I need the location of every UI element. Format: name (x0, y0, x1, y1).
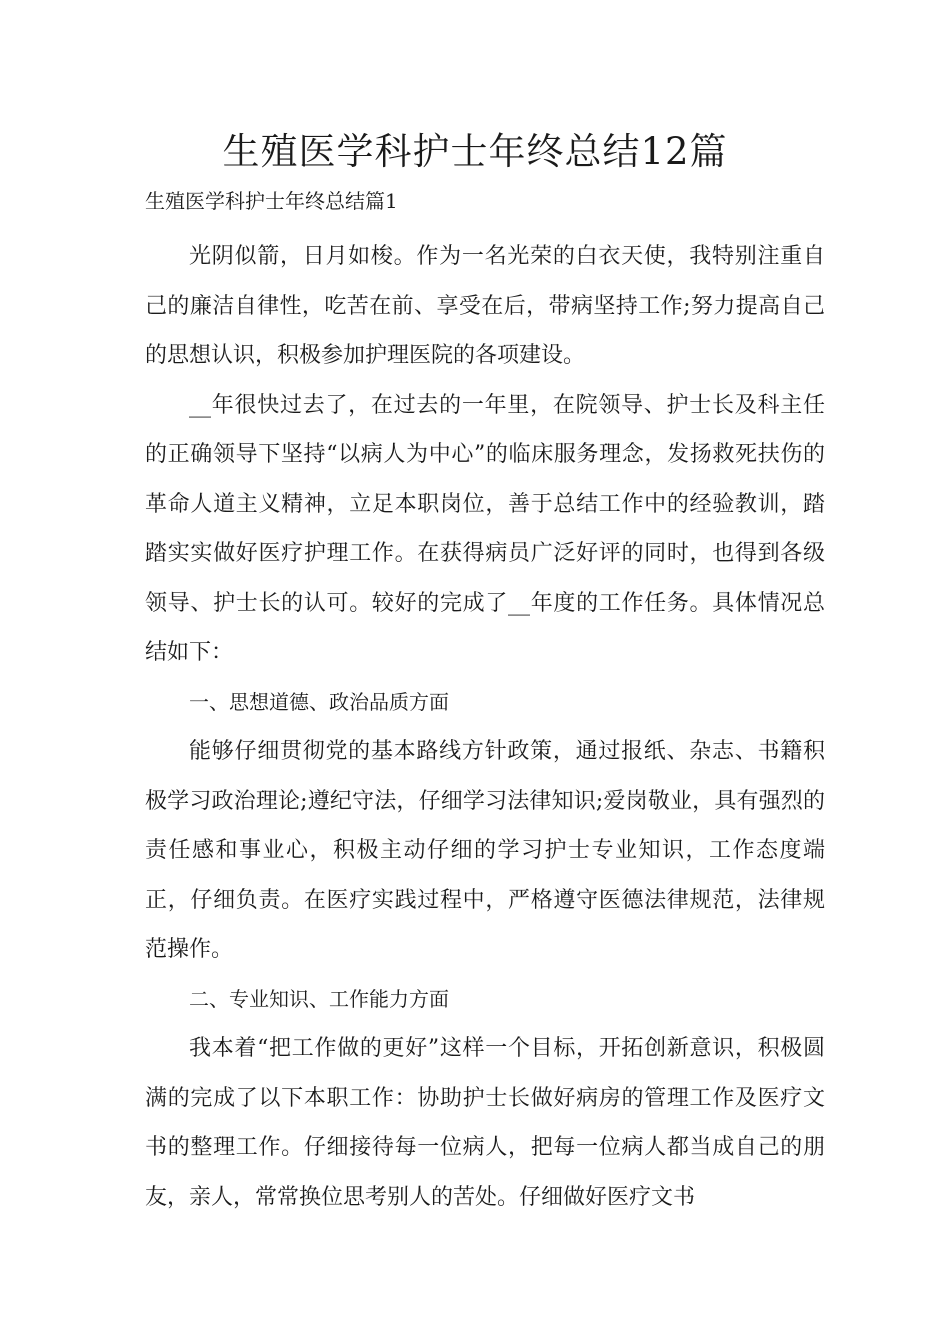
section-heading: 一、思想道德、政治品质方面 (189, 689, 449, 714)
paragraph: __年很快过去了，在过去的一年里，在院领导、护士长及科主任的正确领导下坚持“以病人为中心”的临床服务理念，发扬救死扶伤的革命人道主义精神，立足本职岗位，善于总结工作中的经验教训，踏踏实实做好医疗护理工作。在获得病员广泛好评的同时，也得到各级领导、护士长的认可。较好的完成了__年度的工作任务。具体情况总结如下： (145, 392, 825, 665)
document-subtitle: 生殖医学科护士年终总结篇1 (145, 189, 398, 213)
section-heading: 二、专业知识、工作能力方面 (189, 986, 449, 1011)
paragraph: 能够仔细贯彻党的基本路线方针政策，通过报纸、杂志、书籍积极学习政治理论;遵纪守法，仔细学习法律知识;爱岗敬业，具有强烈的责任感和事业心，积极主动仔细的学习护士专业知识，工作态度端正，仔细负责。在医疗实践过程中，严格遵守医德法律规范，法律规范操作。 (145, 739, 825, 962)
paragraph: 我本着“把工作做的更好”这样一个目标，开拓创新意识，积极圆满的完成了以下本职工作：协助护士长做好病房的管理工作及医疗文书的整理工作。仔细接待每一位病人，把每一位病人都当成自己的朋友，亲人，常常换位思考别人的苦处。仔细做好医疗文书 (145, 1036, 825, 1210)
document-body (145, 232, 825, 1222)
document-title: 生殖医学科护士年终总结12篇 (222, 130, 728, 173)
paragraph: 光阴似箭，日月如梭。作为一名光荣的白衣天使，我特别注重自己的廉洁自律性，吃苦在前、享受在后，带病坚持工作;努力提高自己的思想认识，积极参加护理医院的各项建设。 (145, 244, 825, 368)
